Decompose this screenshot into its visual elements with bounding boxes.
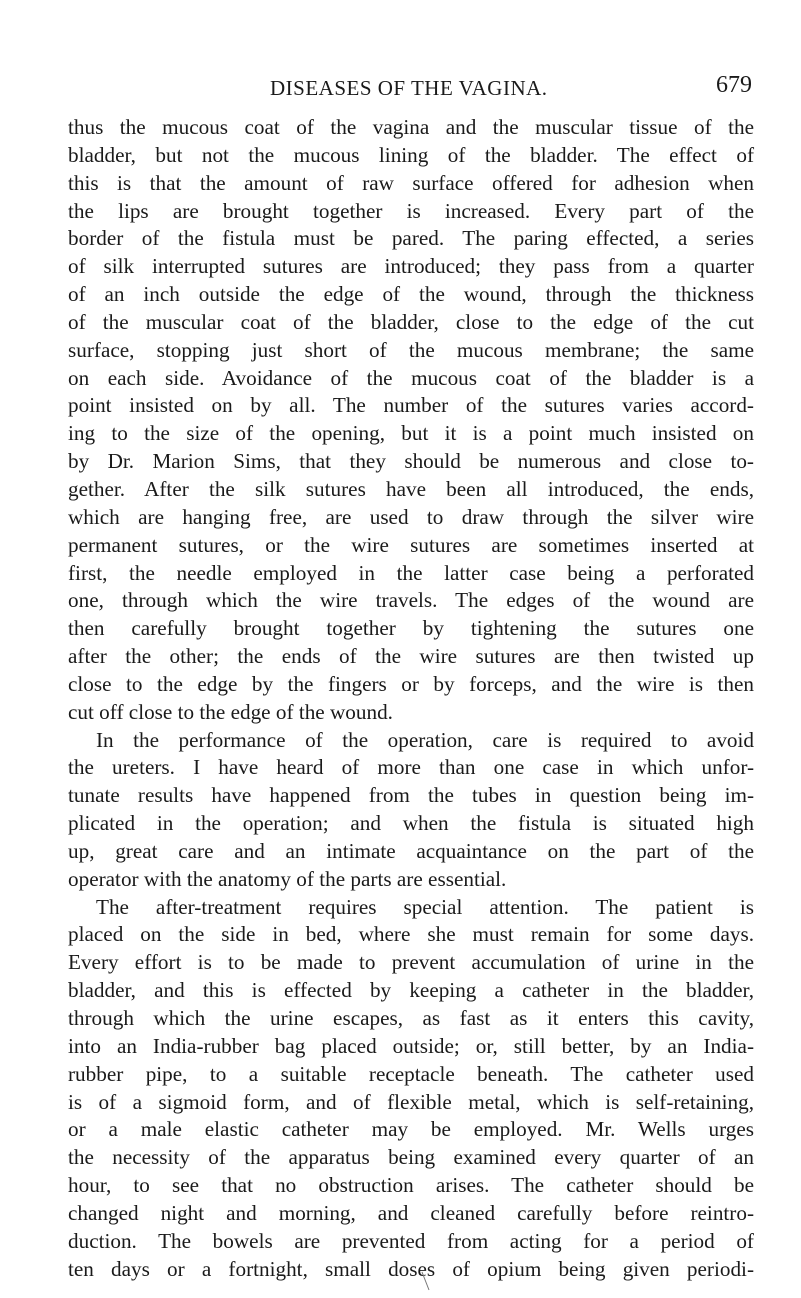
text-line: changed night and morning, and cleaned carefully before reintro-	[68, 1200, 754, 1225]
paragraph-end-line: operator with the anatomy of the parts are essential.	[68, 866, 507, 891]
text-line: the necessity of the apparatus being examined every quarter of an	[68, 1145, 754, 1170]
text-line: plicated in the operation; and when the fistula is situated high	[68, 811, 754, 836]
page-number: 679	[716, 72, 752, 98]
text-line: rubber pipe, to a suitable receptacle beneath. The catheter used	[68, 1061, 754, 1086]
text-line: into an India-rubber bag placed outside; or, still better, by an India-	[68, 1033, 754, 1058]
text-line: this is that the amount of raw surface offered for adhesion when	[68, 170, 754, 195]
text-line: border of the fistula must be pared. The paring effected, a series	[68, 226, 754, 251]
text-line: thus the mucous coat of the vagina and the muscular tissue of the	[68, 115, 754, 139]
text-line: gether. After the silk sutures have been all introduced, the ends,	[68, 476, 754, 501]
text-line: on each side. Avoidance of the mucous coat of the bladder is a	[68, 365, 754, 390]
text-line: of an inch outside the edge of the wound, through the thickness	[68, 282, 754, 307]
text-line: first, the needle employed in the latter case being a perforated	[68, 560, 754, 585]
text-line: close to the edge by the fingers or by forceps, and the wire is then	[68, 671, 754, 696]
paragraph-start-line: In the performance of the operation, care is required to avoid	[96, 727, 754, 752]
paragraph-start-line: The after-treatment requires special attention. The patient is	[96, 894, 754, 919]
text-line: by Dr. Marion Sims, that they should be numerous and close to-	[68, 449, 754, 474]
text-line: bladder, and this is effected by keeping a catheter in the bladder,	[68, 978, 754, 1003]
text-line: of silk interrupted sutures are introduced; they pass from a quarter	[68, 254, 754, 279]
text-line: of the muscular coat of the bladder, close to the edge of the cut	[68, 309, 754, 334]
running-head: DISEASES OF THE VAGINA.	[270, 76, 548, 100]
text-line: ten days or a fortnight, small doses of opium being given periodi-	[68, 1256, 754, 1281]
text-line: or a male elastic catheter may be employed. Mr. Wells urges	[68, 1117, 754, 1142]
paragraph-end-line: cut off close to the edge of the wound.	[68, 699, 393, 724]
body-text	[68, 114, 754, 1283]
text-line: the lips are brought together is increased. Every part of the	[68, 198, 754, 223]
text-line: then carefully brought together by tightening the sutures one	[68, 616, 754, 641]
text-line: permanent sutures, or the wire sutures are sometimes inserted at	[68, 532, 754, 557]
text-line: ing to the size of the opening, but it is a point much insisted on	[68, 421, 754, 446]
ink-mark	[421, 1271, 430, 1291]
text-line: duction. The bowels are prevented from acting for a period of	[68, 1228, 754, 1253]
text-line: the ureters. I have heard of more than one case in which unfor-	[68, 755, 754, 780]
text-line: up, great care and an intimate acquaintance on the part of the	[68, 838, 754, 863]
text-line: is of a sigmoid form, and of flexible metal, which is self-retaining,	[68, 1089, 754, 1114]
text-line: point insisted on by all. The number of the sutures varies accord-	[68, 393, 754, 418]
text-line: which are hanging free, are used to draw through the silver wire	[68, 504, 754, 529]
text-line: hour, to see that no obstruction arises. The catheter should be	[68, 1173, 754, 1198]
text-line: bladder, but not the mucous lining of the bladder. The effect of	[68, 142, 754, 167]
text-line: placed on the side in bed, where she must remain for some days.	[68, 922, 754, 947]
text-line: one, through which the wire travels. The edges of the wound are	[68, 588, 754, 613]
text-line: Every effort is to be made to prevent accumulation of urine in the	[68, 950, 754, 975]
text-line: tunate results have happened from the tubes in question being im-	[68, 783, 754, 808]
text-line: after the other; the ends of the wire sutures are then twisted up	[68, 644, 754, 669]
text-line: through which the urine escapes, as fast as it enters this cavity,	[68, 1006, 754, 1030]
text-line: surface, stopping just short of the mucous membrane; the same	[68, 337, 754, 362]
